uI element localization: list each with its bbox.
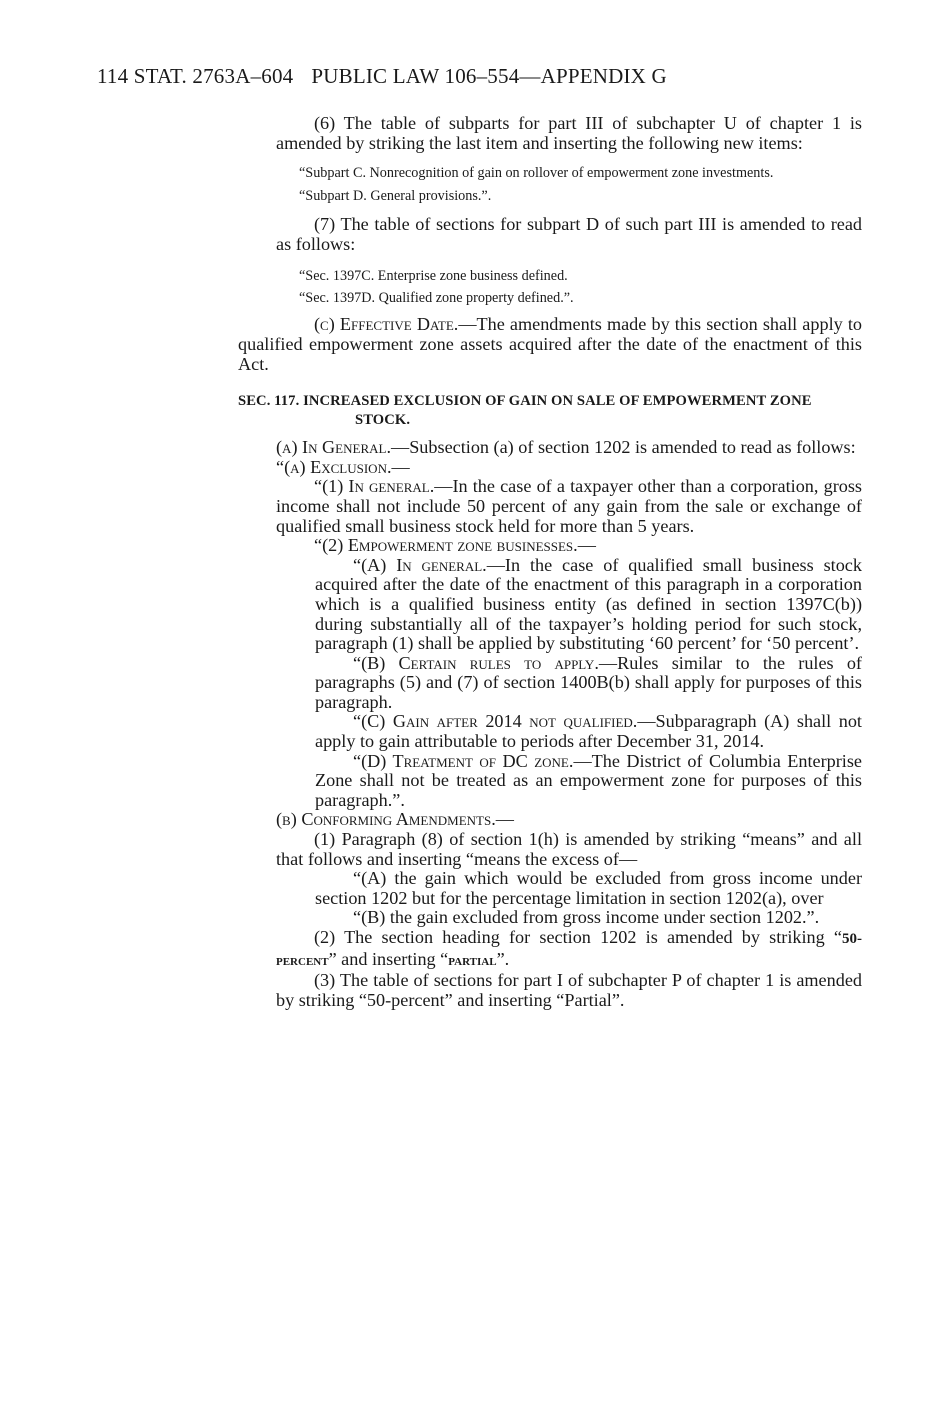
subsection-c-effective-date (238, 315, 862, 374)
paragraph-6: (6) The table of subparts for part III of subchapter U of chapter 1 is amended by striking the last item and inserting the following new items: (276, 113, 862, 153)
table-item-subpart-c: “Subpart C. Nonrecognition of gain on rollover of empowerment zone investments. (299, 165, 774, 182)
amendment-2 (276, 928, 862, 971)
paragraph-1-text: —In the case of a taxpayer other than a corporation, gross income shall not include 50 percent of any gain from the sale or exchange of qualified small business stock held for more than 5 years. (276, 476, 863, 536)
subsection-c-text: —The amendments made by this section shall apply to qualified empowerment zone assets acquired after the date of the enactment of this Act. (238, 314, 862, 374)
table-item-sec-1397d: “Sec. 1397D. Qualified zone property defined.”. (299, 290, 574, 307)
page-header (97, 64, 897, 89)
header-title: PUBLIC LAW 106–554—APPENDIX G (311, 64, 667, 88)
paragraph-2-heading: “(2) Empowerment zone businesses.— (314, 535, 596, 556)
exclusion-heading: “(a) Exclusion.— (276, 456, 410, 477)
subparagraph-a-text: —In the case of qualified small business stock acquired after the date of the enactment of this paragraph in a corporation which is a qualified business entity (as defined in section 1397C(b)) during substantially all of the taxpayer’s holding period for such stock, paragraph (1) shall be applied by substituting ‘60 percent’ for ‘50 percent’. (315, 554, 862, 654)
amendment-2-pre: (2) The section heading for section 1202 is amended by striking “ (314, 927, 842, 947)
statute-citation: 114 STAT. 2763A–604 (97, 64, 294, 88)
subparagraph-b (315, 654, 862, 713)
amendment-2-inserted-term: partial (448, 952, 497, 969)
paragraph-1-in-general (276, 477, 862, 536)
subsection-a (238, 438, 862, 458)
subparagraph-a-label: “(A) In general. (353, 554, 487, 575)
table-item-subpart-d: “Subpart D. General provisions.”. (299, 188, 492, 205)
amendment-1-clause-b: “(B) the gain excluded from gross income under section 1202.”. (353, 907, 820, 928)
amendment-2-post: ”. (496, 948, 510, 969)
subparagraph-d-label: “(D) Treatment of DC zone. (353, 750, 574, 771)
subsection-a-text: —Subsection (a) of section 1202 is amended to read as follows: (391, 437, 856, 458)
subparagraph-b-label: “(B) Certain rules to apply. (353, 652, 599, 673)
subsection-a-label: (a) In General. (276, 437, 391, 458)
subsection-b-heading: (b) Conforming Amendments.— (276, 809, 514, 830)
amendment-1: (1) Paragraph (8) of section 1(h) is amended by striking “means” and all that follows and inserting “means the excess of— (276, 829, 862, 869)
subparagraph-b-text: —Rules similar to the rules of paragraphs (5) and (7) of section 1400B(b) shall apply for purposes of this paragraph. (315, 652, 862, 712)
page-body (238, 114, 862, 1010)
amendment-2-mid: ” and inserting “ (328, 948, 449, 969)
amendment-2-struck-term: 50-percent (276, 931, 862, 969)
subparagraph-a (315, 556, 862, 654)
table-item-sec-1397c: “Sec. 1397C. Enterprise zone business defined. (299, 268, 568, 285)
subparagraph-d (315, 752, 862, 811)
subparagraph-c-text: —Subparagraph (A) shall not apply to gain attributable to periods after December 31, 2014. (315, 711, 862, 752)
section-117-heading: SEC. 117. INCREASED EXCLUSION OF GAIN ON SALE OF EMPOWERMENT ZONE STOCK. (238, 393, 812, 429)
subparagraph-c (315, 712, 862, 751)
subparagraph-d-text: —The District of Columbia Enterprise Zone shall not be treated as an empowerment zone for purposes of this paragraph.”. (315, 750, 862, 810)
paragraph-7: (7) The table of sections for subpart D of such part III is amended to read as follows: (276, 214, 862, 254)
paragraph-1-label: “(1) In general. (314, 476, 435, 497)
subsection-c-label: (c) Effective Date. (314, 314, 459, 335)
amendment-3: (3) The table of sections for part I of subchapter P of chapter 1 is amended by striking “50-percent” and inserting “Partial”. (276, 970, 862, 1010)
subparagraph-c-label: “(C) Gain after 2014 not qualified. (353, 711, 638, 732)
amendment-1-clause-a: “(A) the gain which would be excluded from gross income under section 1202 but for the percentage limitation in section 1202(a), over (315, 868, 862, 908)
